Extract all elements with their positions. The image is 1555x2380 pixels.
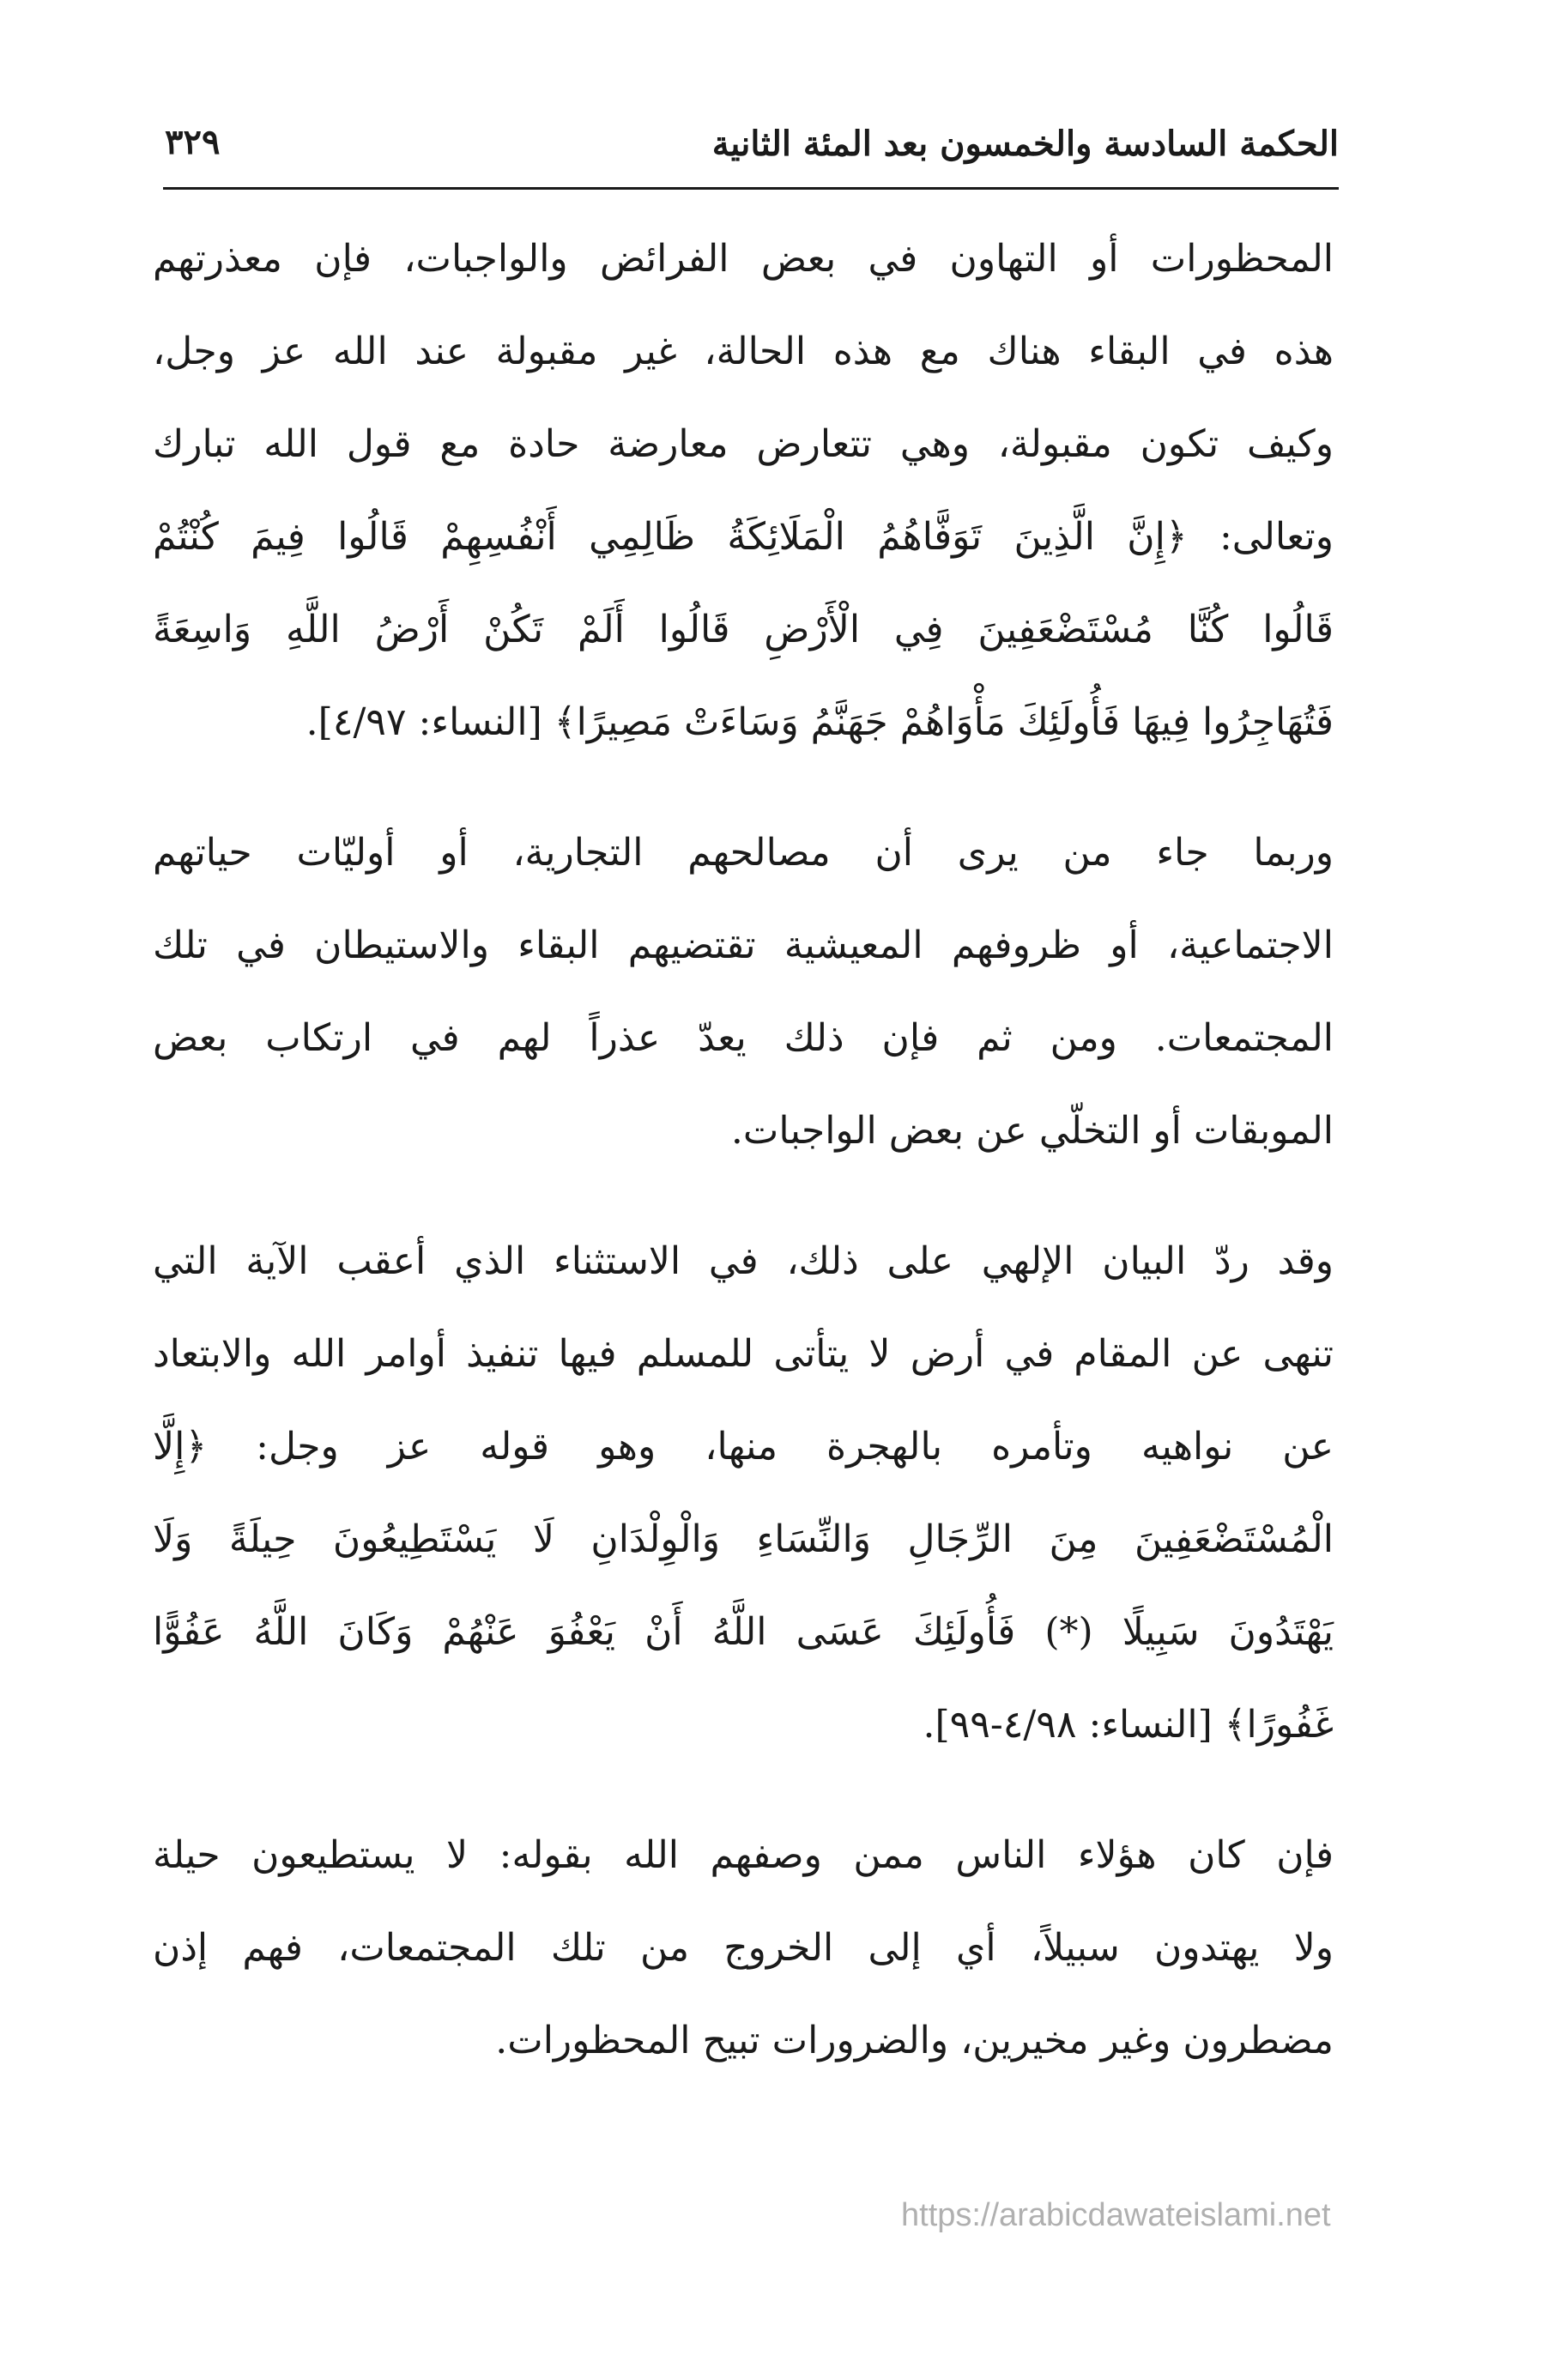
- quran-verse-line: يَهْتَدُونَ سَبِيلًا (*) فَأُولَئِكَ عَسَى اللَّهُ أَنْ يَعْفُوَ عَنْهُمْ وَكَانَ اللَّهُ عَفُوًّا: [153, 1610, 1334, 1654]
- paragraph-4: [153, 1809, 1334, 2087]
- text-line: عن نواهيه وتأمره بالهجرة منها، وهو قوله عز وجل: ﴿إِلَّا: [153, 1425, 1334, 1469]
- quran-verse-line: وتعالى: ﴿إِنَّ الَّذِينَ تَوَفَّاهُمُ الْمَلَائِكَةُ ظَالِمِي أَنْفُسِهِمْ قَالُوا فِيمَ كُنْتُمْ: [153, 515, 1334, 559]
- text-line: هذه في البقاء هناك مع هذه الحالة، غير مقبولة عند الله عز وجل،: [153, 330, 1334, 373]
- text-line: وربما جاء من يرى أن مصالحهم التجارية، أو أوليّات حياتهم: [153, 831, 1334, 875]
- text-line: المجتمعات. ومن ثم فإن ذلك يعدّ عذراً لهم في ارتكاب بعض: [153, 1016, 1334, 1060]
- text-line: الموبقات أو التخلّي عن بعض الواجبات.: [730, 1109, 1334, 1153]
- quran-verse-line: الْمُسْتَضْعَفِينَ مِنَ الرِّجَالِ وَالنِّسَاءِ وَالْوِلْدَانِ لَا يَسْتَطِيعُونَ حِيلَةً وَلَا: [153, 1517, 1334, 1561]
- text-line: الاجتماعية، أو ظروفهم المعيشية تقتضيهم البقاء والاستيطان في تلك: [153, 924, 1334, 967]
- text-line: فإن كان هؤلاء الناس ممن وصفهم الله بقوله: لا يستطيعون حيلة: [153, 1833, 1334, 1877]
- page-header: [163, 118, 1339, 190]
- text-line: ولا يهتدون سبيلاً، أي إلى الخروج من تلك المجتمعات، فهم إذن: [153, 1926, 1334, 1970]
- text-line: المحظورات أو التهاون في بعض الفرائض والواجبات، فإن معذرتهم: [153, 237, 1334, 281]
- text-line: تنهى عن المقام في أرض لا يتأتى للمسلم فيها تنفيذ أوامر الله والابتعاد: [153, 1332, 1334, 1376]
- text-line: وكيف تكون مقبولة، وهي تتعارض معارضة حادة مع قول الله تبارك: [153, 422, 1334, 466]
- quran-verse-line: غَفُورًا﴾ [النساء: ٤/٩٨-٩٩].: [923, 1703, 1334, 1747]
- paragraph-3: [153, 1215, 1334, 1771]
- running-title: الحكمة السادسة والخمسون بعد المئة الثانية: [711, 124, 1339, 164]
- quran-verse-line: فَتُهَاجِرُوا فِيهَا فَأُولَئِكَ مَأْوَاهُمْ جَهَنَّمُ وَسَاءَتْ مَصِيرًا﴾ [النساء: ٤/٩٧].: [306, 700, 1334, 744]
- text-line: مضطرون وغير مخيرين، والضرورات تبيح المحظورات.: [495, 2019, 1334, 2062]
- page-number: ٣٢٩: [165, 122, 221, 162]
- body-text: [153, 213, 1334, 2125]
- paragraph-2: [153, 807, 1334, 1178]
- text-line: وقد ردّ البيان الإلهي على ذلك، في الاستثناء الذي أعقب الآية التي: [153, 1239, 1334, 1283]
- watermark-url: https://arabicdawateislami.net: [901, 2197, 1331, 2233]
- quran-verse-line: قَالُوا كُنَّا مُسْتَضْعَفِينَ فِي الْأَرْضِ قَالُوا أَلَمْ تَكُنْ أَرْضُ اللَّهِ وَاسِعَةً: [153, 608, 1334, 651]
- paragraph-1: [153, 213, 1334, 769]
